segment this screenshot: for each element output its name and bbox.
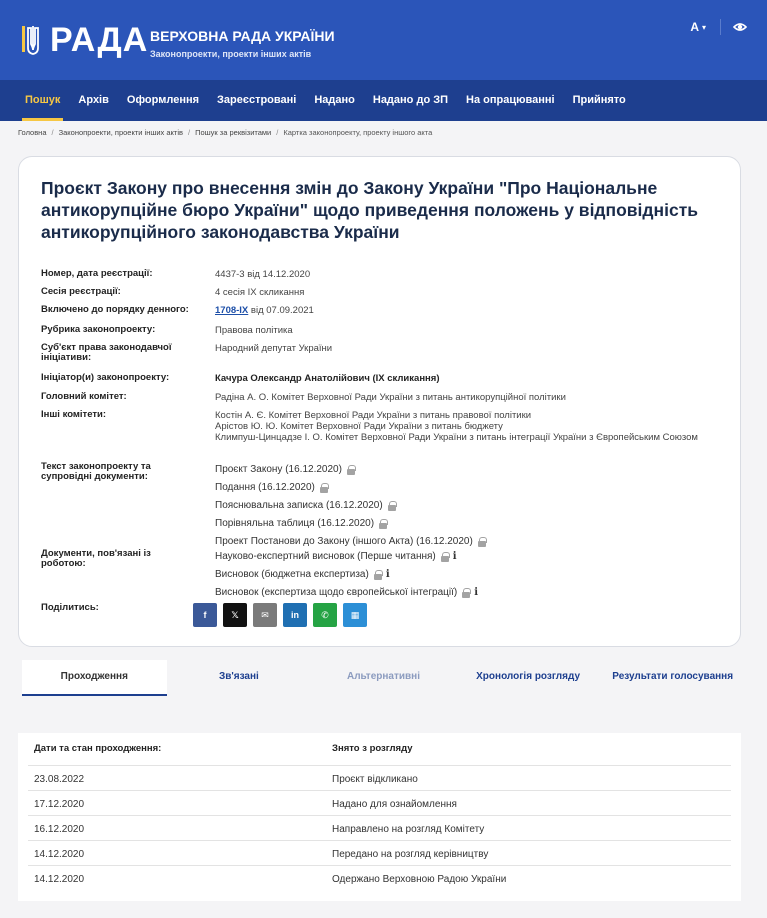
row-date: 14.12.2020 — [34, 874, 85, 885]
field-value: Радіна А. О. Комітет Верховної Ради України з питань антикорупційної політики — [215, 392, 566, 403]
info-icon[interactable]: i — [452, 550, 457, 562]
eye-icon[interactable] — [733, 20, 747, 34]
breadcrumb-separator: / — [51, 128, 54, 137]
doc-list — [215, 460, 725, 550]
agenda-date: від 07.09.2021 — [248, 305, 314, 316]
passage-table — [18, 733, 741, 901]
font-size-button[interactable] — [690, 19, 721, 35]
doc-item[interactable]: Порівняльна таблиця (16.12.2020) — [215, 514, 725, 532]
doc-item[interactable]: Проєкт Закону (16.12.2020) — [215, 460, 725, 478]
field-value: Правова політика — [215, 325, 293, 336]
tab-chronology[interactable]: Хронологія розгляду — [476, 671, 581, 682]
table-row — [28, 765, 731, 790]
lock-icon — [478, 537, 486, 546]
row-status: Направлено на розгляд Комітету — [332, 824, 485, 835]
site-subtitle: Законопроекти, проекти інших актів — [150, 49, 312, 59]
field-label: Рубрика законопроекту: — [41, 324, 156, 335]
breadcrumb — [18, 128, 432, 137]
column-header: Знято з розгляду — [332, 743, 413, 754]
header-tools — [690, 19, 747, 35]
row-date: 23.08.2022 — [34, 774, 85, 785]
agenda-link[interactable]: 1708-IX — [215, 305, 249, 316]
nav-item-provided-zp[interactable]: Надано до ЗП — [372, 94, 449, 106]
breadcrumb-separator: / — [188, 128, 191, 137]
row-status: Проєкт відкликано — [332, 774, 418, 785]
field-value: Народний депутат України — [215, 343, 333, 354]
doc-item[interactable]: Проект Постанови до Закону (іншого Акта) (16.12.2020) — [215, 532, 725, 550]
bill-title: Проєкт Закону про внесення змін до Закону України "Про Національне антикорупційне бюро України" щодо приведення положень у відповідність антикорупційного законодавства України — [41, 178, 699, 242]
doc-item[interactable]: Науково-експертний висновок (Перше читання) i — [215, 550, 457, 562]
lock-icon — [379, 519, 387, 528]
row-date: 17.12.2020 — [34, 799, 85, 810]
field-value: Качура Олександр Анатолійович (IX скликання) — [215, 373, 440, 384]
table-row — [28, 790, 731, 815]
field-value: 4 сесія IX скликання — [215, 287, 305, 298]
tab-passage[interactable]: Проходження — [22, 660, 167, 696]
breadcrumb-separator: / — [276, 128, 279, 137]
row-date: 14.12.2020 — [34, 849, 85, 860]
breadcrumb-search[interactable]: Пошук за реквізитами — [195, 128, 272, 137]
field-label: Головний комітет: — [41, 391, 127, 402]
bill-tabs — [22, 660, 745, 696]
field-label: Інші комітети: — [41, 409, 107, 420]
committee-line: Костін А. Є. Комітет Верховної Ради України з питань правової політики — [215, 410, 532, 421]
field-label: Номер, дата реєстрації: — [41, 268, 153, 279]
info-icon[interactable]: i — [385, 568, 390, 580]
tryzub-icon — [22, 24, 44, 56]
doc-item[interactable]: Пояснювальна записка (16.12.2020) — [215, 496, 725, 514]
email-icon[interactable]: ✉ — [253, 603, 277, 627]
row-status: Передано на розгляд керівництву — [332, 849, 489, 860]
site-title-block — [150, 28, 335, 59]
table-row — [28, 865, 731, 890]
doc-list — [215, 547, 725, 601]
site-header — [0, 0, 767, 80]
lock-icon — [388, 501, 396, 510]
facebook-icon[interactable]: f — [193, 603, 217, 627]
x-icon[interactable]: 𝕏 — [223, 603, 247, 627]
field-value — [215, 410, 725, 443]
field-label: Сесія реєстрації: — [41, 286, 121, 297]
field-label: Суб'єкт права законодавчої ініціативи: — [41, 342, 172, 363]
nav-item-formatting[interactable]: Оформлення — [126, 94, 200, 106]
table-row — [28, 815, 731, 840]
field-label: Документи, пов'язані із роботою: — [41, 548, 151, 569]
field-label: Текст законопроекту та супровідні документи: — [41, 461, 151, 482]
field-label: Включено до порядку денного: — [41, 304, 189, 315]
breadcrumb-current: Картка законопроекту, проекту іншого акта — [283, 128, 433, 137]
tab-related[interactable]: Зв'язані — [218, 671, 259, 682]
nav-item-archive[interactable]: Архів — [78, 94, 109, 106]
committee-line: Арістов Ю. Ю. Комітет Верховної Ради України з питань бюджету — [215, 421, 503, 432]
whatsapp-icon[interactable]: ✆ — [313, 603, 337, 627]
site-title: ВЕРХОВНА РАДА УКРАЇНИ — [150, 28, 335, 44]
nav-item-adopted[interactable]: Прийнято — [572, 94, 626, 106]
tab-alternative[interactable]: Альтернативні — [346, 671, 420, 682]
doc-item[interactable]: Висновок (експертиза щодо європейської інтеграції) i — [215, 586, 479, 598]
lock-icon — [462, 588, 470, 597]
row-status: Одержано Верховною Радою України — [332, 874, 507, 885]
info-icon[interactable]: i — [474, 586, 479, 598]
nav-item-registered[interactable]: Зареєстровані — [217, 94, 297, 106]
breadcrumb-home[interactable]: Головна — [18, 128, 47, 137]
nav-item-provided[interactable]: Надано — [314, 94, 355, 106]
column-header: Дати та стан проходження: — [34, 743, 162, 754]
field-label: Ініціатор(и) законопроекту: — [41, 372, 170, 383]
bill-card — [18, 156, 741, 647]
field-label: Поділитись: — [41, 602, 99, 613]
breadcrumb-bills[interactable]: Законопроекти, проекти інших актів — [58, 128, 183, 137]
lock-icon — [347, 465, 355, 474]
nav-item-processing[interactable]: На опрацюванні — [466, 94, 555, 106]
field-value — [215, 305, 725, 316]
chevron-down-icon: ▾ — [701, 22, 706, 32]
qr-icon[interactable]: ▦ — [343, 603, 367, 627]
tab-voting[interactable]: Результати голосування — [612, 671, 734, 682]
row-status: Надано для ознайомлення — [332, 799, 457, 810]
lock-icon — [320, 483, 328, 492]
font-size-label: A — [690, 20, 699, 34]
doc-item[interactable]: Подання (16.12.2020) — [215, 478, 725, 496]
site-logo[interactable] — [22, 21, 149, 59]
field-value: 4437-3 від 14.12.2020 — [215, 269, 311, 280]
lock-icon — [374, 570, 382, 579]
committee-line: Климпуш-Цинцадзе І. О. Комітет Верховної Ради України з питань інтеграції України з Європейським Союзом — [215, 432, 698, 443]
doc-item[interactable]: Висновок (бюджетна експертиза) i — [215, 568, 390, 580]
row-date: 16.12.2020 — [34, 824, 85, 835]
lock-icon — [441, 552, 449, 561]
nav-item-search[interactable]: Пошук — [16, 80, 69, 121]
table-row — [28, 840, 731, 865]
main-nav — [0, 80, 767, 121]
linkedin-icon[interactable]: in — [283, 603, 307, 627]
logo-wordmark: РАДА — [50, 21, 149, 59]
table-header — [34, 741, 731, 767]
share-buttons — [193, 603, 373, 627]
